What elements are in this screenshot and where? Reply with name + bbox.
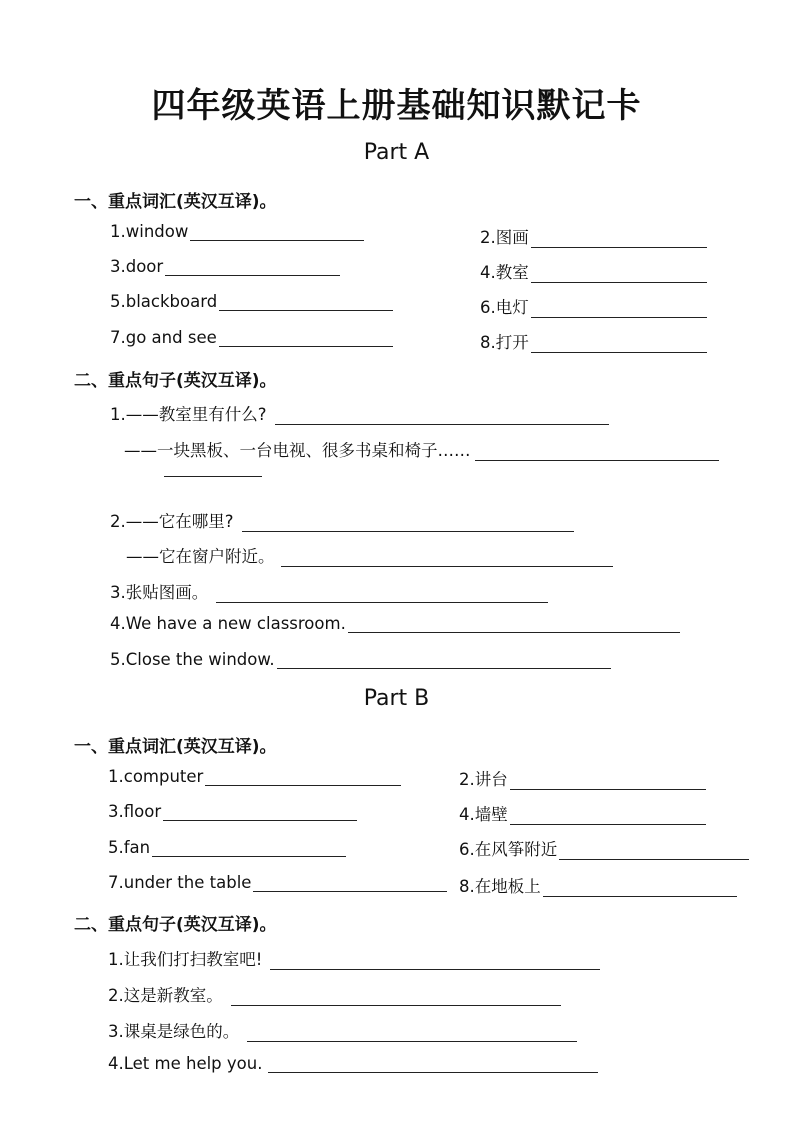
answer-blank[interactable]	[277, 652, 611, 669]
answer-blank[interactable]	[219, 294, 393, 311]
item-label: 2.图画	[480, 228, 529, 247]
part-b-vocab-item	[459, 836, 749, 860]
part-b-vocab-heading: 一、重点词汇(英汉互译)。	[74, 737, 277, 757]
part-b-vocab-item	[108, 873, 447, 892]
part-a-vocab-item	[480, 224, 707, 248]
item-label: 4.教室	[480, 263, 529, 282]
answer-blank[interactable]	[559, 843, 749, 860]
answer-blank[interactable]	[190, 224, 364, 241]
item-label: 3.张贴图画。	[110, 583, 209, 602]
part-b-sentence-item	[108, 946, 600, 970]
answer-blank[interactable]	[205, 769, 401, 786]
item-label: 2.——它在哪里?	[110, 512, 234, 531]
part-a-sentence-item	[110, 579, 548, 603]
item-label: 1.让我们打扫教室吧!	[108, 950, 263, 969]
item-label: 8.在地板上	[459, 877, 541, 896]
part-a-vocab-item	[480, 259, 707, 283]
part-a-vocab-item	[110, 328, 393, 347]
answer-blank[interactable]	[231, 989, 561, 1006]
item-label: 5.blackboard	[110, 292, 218, 311]
item-label: 3.floor	[108, 802, 162, 821]
item-label: 8.打开	[480, 333, 529, 352]
item-label: 5.Close the window.	[110, 650, 275, 669]
part-a-vocab-item	[480, 294, 707, 318]
answer-blank[interactable]	[281, 550, 613, 567]
answer-blank[interactable]	[268, 1056, 598, 1073]
part-a-sentence-item	[124, 437, 719, 461]
answer-blank[interactable]	[531, 266, 707, 283]
part-b-vocab-item	[108, 802, 357, 821]
answer-blank[interactable]	[165, 259, 340, 276]
part-a-sentence-item	[126, 543, 613, 567]
item-label: 4.Let me help you.	[108, 1054, 263, 1073]
item-label: 1.computer	[108, 767, 204, 786]
answer-blank[interactable]	[510, 773, 706, 790]
part-b-sentence-item	[108, 1018, 577, 1042]
part-a-sentence-item	[110, 401, 609, 425]
part-b-vocab-item	[108, 767, 401, 786]
item-label: 3.课桌是绿色的。	[108, 1022, 240, 1041]
part-a-vocab-item	[110, 257, 340, 276]
item-label: ——它在窗户附近。	[126, 547, 275, 566]
part-a-vocab-heading: 一、重点词汇(英汉互译)。	[74, 192, 277, 212]
answer-blank[interactable]	[543, 880, 737, 897]
item-label: ——一块黑板、一台电视、很多书桌和椅子……	[124, 441, 471, 460]
item-label: 6.在风筝附近	[459, 840, 558, 859]
item-label: 6.电灯	[480, 298, 529, 317]
item-label: 4.We have a new classroom.	[110, 614, 346, 633]
page-title: 四年级英语上册基础知识默记卡	[151, 86, 642, 126]
answer-blank[interactable]	[253, 875, 447, 892]
part-a-sentence-item	[110, 614, 680, 633]
item-label: 4.墙壁	[459, 805, 508, 824]
item-label: 2.这是新教室。	[108, 986, 223, 1005]
part-b-sentence-item	[108, 1054, 598, 1073]
part-b-vocab-item	[459, 873, 737, 897]
answer-blank[interactable]	[152, 840, 346, 857]
answer-blank[interactable]	[531, 301, 707, 318]
part-a-vocab-item	[110, 292, 393, 311]
part-b-vocab-item	[108, 838, 346, 857]
part-b-heading: Part B	[363, 686, 430, 711]
part-a-heading: Part A	[363, 140, 430, 165]
part-b-sentence-item	[108, 982, 561, 1006]
item-label: 7.under the table	[108, 873, 252, 892]
part-b-sentences-heading: 二、重点句子(英汉互译)。	[74, 915, 277, 935]
part-a-sentence-item	[110, 508, 574, 532]
answer-blank[interactable]	[216, 586, 548, 603]
item-label: 5.fan	[108, 838, 151, 857]
part-a-vocab-item	[110, 222, 364, 241]
item-label: 2.讲台	[459, 770, 508, 789]
answer-blank[interactable]	[510, 808, 706, 825]
part-a-vocab-item	[480, 329, 707, 353]
item-label: 3.door	[110, 257, 164, 276]
answer-blank[interactable]	[270, 953, 600, 970]
answer-blank[interactable]	[163, 804, 357, 821]
part-a-sentences-heading: 二、重点句子(英汉互译)。	[74, 371, 277, 391]
answer-blank[interactable]	[531, 336, 707, 353]
part-b-vocab-item	[459, 801, 706, 825]
part-b-vocab-item	[459, 766, 706, 790]
answer-blank[interactable]	[531, 231, 707, 248]
item-label: 1.——教室里有什么?	[110, 405, 267, 424]
answer-blank[interactable]	[247, 1025, 577, 1042]
item-label: 7.go and see	[110, 328, 217, 347]
answer-blank[interactable]	[219, 330, 393, 347]
item-label: 1.window	[110, 222, 189, 241]
part-a-sentence-item	[110, 650, 611, 669]
answer-blank[interactable]	[242, 515, 574, 532]
answer-blank-continuation[interactable]	[164, 476, 262, 477]
answer-blank[interactable]	[348, 616, 680, 633]
answer-blank[interactable]	[475, 444, 719, 461]
answer-blank[interactable]	[275, 408, 609, 425]
